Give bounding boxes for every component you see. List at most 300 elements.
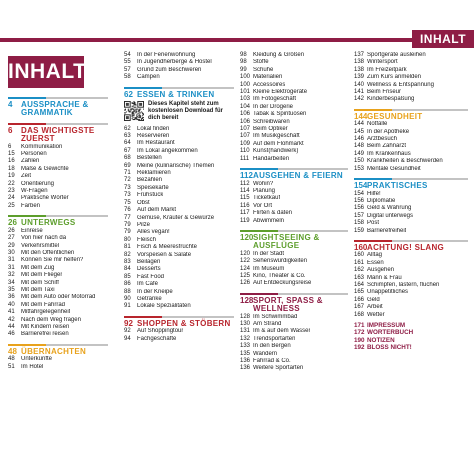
entry-title: Vorspeisen & Salate [137, 251, 192, 258]
entry-title: In den Bergen [253, 343, 291, 350]
toc-entry[interactable] [124, 207, 234, 214]
entry-page-number: 73 [124, 184, 131, 191]
entry-title: Diplomatie [367, 197, 396, 204]
toc-entry[interactable] [240, 181, 348, 188]
toc-entry[interactable] [124, 244, 234, 251]
toc-entry[interactable] [354, 74, 468, 81]
toc-entry[interactable] [240, 111, 348, 118]
toc-entry[interactable] [8, 228, 108, 235]
toc-continuation [240, 52, 348, 163]
entry-page-number: 163 [354, 274, 365, 281]
entry-page-number: 190 [354, 336, 365, 344]
entry-title: Campen [137, 74, 160, 81]
entry-page-number: 117 [240, 210, 250, 217]
toc-entry[interactable] [354, 191, 468, 198]
toc-entry[interactable] [124, 133, 234, 140]
entry-page-number: 81 [124, 244, 131, 251]
entry-title: Mit dem Schiff [21, 279, 59, 286]
entry-page-number: 142 [354, 96, 365, 103]
toc-section [354, 109, 468, 173]
entry-page-number: 69 [124, 162, 131, 169]
toc-entry[interactable] [354, 205, 468, 212]
toc-entry[interactable] [124, 274, 234, 281]
entry-title: Meine (kulinarische) Themen [137, 162, 215, 169]
toc-entry[interactable] [354, 166, 468, 173]
toc-entry[interactable] [354, 213, 468, 220]
entry-title: Auf dem Flohmarkt [253, 140, 304, 147]
toc-entry[interactable] [354, 312, 468, 319]
toc-entry[interactable] [354, 198, 468, 205]
entry-title: Ticketkauf [253, 195, 281, 202]
entry-page-number: 106 [240, 111, 251, 118]
toc-entry[interactable] [354, 344, 468, 351]
toc-entry[interactable] [8, 309, 108, 316]
toc-entry[interactable] [124, 177, 234, 184]
download-note: Dieses Kapitel steht zum kostenlosen Download für dich bereit [148, 101, 224, 122]
section-heading[interactable] [240, 234, 348, 251]
entry-title: Mit Kindern reisen [21, 323, 70, 330]
toc-entry[interactable] [354, 52, 468, 59]
toc-entry[interactable] [354, 329, 468, 336]
toc-entry[interactable] [124, 259, 234, 266]
toc-entry[interactable] [240, 89, 348, 96]
toc-entry[interactable] [240, 365, 348, 372]
entry-title: Im Restaurant [137, 140, 175, 147]
toc-entry[interactable] [240, 104, 348, 111]
entry-page-number: 150 [354, 158, 365, 165]
toc-entry[interactable] [354, 143, 468, 150]
toc-section [8, 97, 108, 118]
toc-entry[interactable] [8, 302, 108, 309]
toc-entry[interactable] [240, 96, 348, 103]
entry-page-number: 44 [8, 323, 15, 330]
toc-entry[interactable] [240, 67, 348, 74]
toc-entry[interactable] [354, 322, 468, 329]
entry-page-number: 64 [124, 140, 131, 147]
entry-title: Pilze [137, 221, 151, 228]
entry-page-number: 164 [354, 281, 365, 288]
toc-entry[interactable] [8, 272, 108, 279]
entry-page-number: 161 [354, 259, 365, 266]
entry-page-number: 83 [124, 258, 131, 265]
toc-entry[interactable] [240, 141, 348, 148]
toc-entry[interactable] [8, 324, 108, 331]
entry-title: Notfälle [367, 121, 388, 128]
section-color-bar [8, 215, 46, 217]
entry-title: Hilfe! [367, 190, 381, 197]
entry-page-number: 25 [8, 202, 15, 209]
toc-entry[interactable] [240, 82, 348, 89]
entry-title: Am Strand [253, 321, 282, 327]
entry-title: Kinderbespaßung [367, 96, 415, 103]
toc-entry[interactable] [124, 52, 234, 59]
qr-code-icon[interactable] [124, 101, 144, 121]
toc-entry[interactable] [240, 218, 348, 225]
toc-section [354, 178, 468, 235]
entry-title: WÖRTERBUCH [367, 329, 414, 337]
entry-title: Barrierefreiheit [367, 227, 407, 234]
section-heading[interactable] [354, 182, 468, 190]
entry-title: In der Kneipe [137, 288, 173, 295]
toc-entry[interactable] [240, 126, 348, 133]
toc-entry[interactable] [8, 203, 108, 210]
toc-entry[interactable] [240, 328, 348, 335]
entry-page-number: 138 [354, 66, 365, 73]
toc-entry[interactable] [124, 67, 234, 74]
toc-entry[interactable] [8, 257, 108, 264]
entry-page-number: 34 [8, 279, 15, 286]
toc-entry[interactable] [8, 144, 108, 151]
toc-entry[interactable] [354, 228, 468, 235]
entry-title: In Jugendherberge & Hostel [137, 59, 212, 66]
toc-entry[interactable] [124, 281, 234, 288]
toc-section [240, 293, 348, 373]
entry-title: Im & auf dem Wasser [253, 328, 311, 335]
section-page-number: 120 [240, 232, 254, 242]
toc-entry[interactable] [354, 67, 468, 74]
toc-entry[interactable] [240, 343, 348, 350]
entry-page-number: 111 [240, 155, 250, 162]
toc-entry[interactable] [354, 151, 468, 158]
toc-entry[interactable] [240, 336, 348, 343]
toc-entry[interactable] [354, 129, 468, 136]
entry-page-number: 158 [354, 220, 365, 227]
entry-title: Nach dem Weg fragen [21, 316, 81, 323]
entry-page-number: 82 [124, 251, 131, 258]
toc-entry[interactable] [354, 297, 468, 304]
entry-page-number: 110 [240, 148, 250, 155]
entry-page-number: 132 [240, 335, 251, 342]
section-color-bar [240, 230, 278, 232]
entry-page-number: 51 [8, 363, 15, 370]
toc-entry[interactable] [240, 119, 348, 126]
toc-entry[interactable] [240, 156, 348, 163]
toc-entry[interactable] [124, 163, 234, 170]
toc-entry[interactable] [240, 188, 348, 195]
toc-entry[interactable] [240, 280, 348, 287]
toc-entry[interactable] [124, 170, 234, 177]
entry-title: Im Krankenhaus [367, 150, 411, 157]
toc-entry[interactable] [8, 243, 108, 250]
entry-page-number: 124 [240, 265, 251, 272]
section-color-bar [8, 123, 46, 125]
toc-entry[interactable] [354, 89, 468, 96]
entry-title: Im Café [137, 281, 159, 288]
toc-entry[interactable] [354, 121, 468, 128]
entry-page-number: 172 [354, 329, 365, 337]
entry-page-number: 146 [354, 136, 365, 143]
toc-entry[interactable] [354, 158, 468, 165]
entry-title: Mitfahrgelegenheit [21, 309, 71, 316]
entry-page-number: 120 [240, 250, 251, 257]
section-color-bar [354, 240, 392, 242]
toc-entry[interactable] [240, 59, 348, 66]
toc-entry[interactable] [240, 266, 348, 273]
entry-page-number: 131 [240, 328, 251, 335]
entry-page-number: 30 [8, 249, 15, 256]
toc-entry[interactable] [8, 181, 108, 188]
toc-entry[interactable] [8, 235, 108, 242]
toc-entry[interactable] [124, 296, 234, 303]
section-heading[interactable] [8, 101, 108, 118]
entry-title: Fisch & Meeresfrüchte [137, 244, 198, 251]
section-page-number: 26 [8, 218, 17, 228]
toc-entry[interactable] [240, 258, 348, 265]
section-page-number: 112 [240, 171, 253, 181]
entry-title: Wohin? [253, 180, 274, 187]
toc-entry[interactable] [8, 173, 108, 180]
toc-entry[interactable] [124, 140, 234, 147]
entry-page-number: 139 [354, 74, 365, 81]
entry-title: Wandern [253, 350, 278, 357]
toc-entry[interactable] [124, 336, 234, 343]
toc-entry[interactable] [124, 59, 234, 66]
entry-page-number: 67 [124, 147, 131, 154]
entry-page-number: 106 [240, 118, 251, 125]
toc-entry[interactable] [8, 280, 108, 287]
toc-entry[interactable] [8, 294, 108, 301]
entry-page-number: 22 [8, 180, 15, 187]
toc-entry[interactable] [240, 321, 348, 328]
entry-title: Beilagen [137, 258, 161, 265]
entry-title: Im Musikgeschäft [253, 133, 300, 140]
section-heading[interactable] [124, 320, 234, 328]
toc-column-4 [354, 52, 468, 352]
entry-page-number: 116 [240, 202, 250, 209]
entry-page-number: 157 [354, 212, 365, 219]
entry-page-number: 156 [354, 205, 365, 212]
entry-title: Accessoires [253, 81, 286, 88]
entry-title: Von hier nach da [21, 235, 67, 242]
entry-page-number: 73 [124, 192, 131, 199]
toc-entry[interactable] [8, 250, 108, 257]
entry-page-number: 88 [124, 288, 131, 295]
entry-page-number: 79 [124, 229, 131, 236]
entry-title: Schreibwaren [253, 118, 290, 125]
entry-page-number: 76 [124, 207, 131, 214]
toc-entry[interactable] [124, 328, 234, 335]
toc-entry[interactable] [124, 289, 234, 296]
entry-title: BLOSS NICHT! [367, 344, 412, 352]
section-color-bar [124, 316, 162, 318]
entry-page-number: 165 [354, 289, 365, 296]
section-color-bar [354, 109, 392, 111]
toc-entry[interactable] [124, 74, 234, 81]
section-title: ESSEN & TRINKEN [137, 89, 215, 99]
entry-title: Flirten & daten [253, 210, 293, 217]
entry-title: Arztbesuch [367, 136, 398, 143]
toc-entry[interactable] [240, 314, 348, 321]
entry-title: Beim Zahnarzt [367, 143, 407, 150]
toc-entry[interactable] [124, 185, 234, 192]
section-heading[interactable] [354, 244, 468, 252]
entry-page-number: 141 [354, 89, 365, 96]
toc-continuation [124, 52, 234, 82]
toc-entry[interactable] [240, 351, 348, 358]
entry-page-number: 100 [240, 81, 251, 88]
entry-title: Fleisch [137, 236, 157, 243]
toc-continuation [354, 52, 468, 104]
entry-page-number: 171 [354, 322, 365, 329]
entry-title: Weitere Sportarten [253, 365, 304, 372]
entry-page-number: 31 [8, 257, 15, 264]
entry-page-number: 36 [8, 294, 15, 301]
header-tab: INHALT [412, 30, 474, 48]
section-heading[interactable] [124, 91, 234, 99]
entry-title: Gemüse, Kräuter & Gewürze [137, 214, 215, 221]
entry-page-number: 63 [124, 133, 131, 140]
section-title: DAS WICHTIGSTE ZUERST [21, 125, 95, 144]
toc-entry[interactable] [8, 317, 108, 324]
entry-title: Vor Ort [253, 202, 273, 209]
toc-entry[interactable] [124, 229, 234, 236]
entry-page-number: 16 [8, 158, 15, 165]
section-heading[interactable] [8, 219, 108, 227]
entry-title: Unterkünfte [21, 356, 53, 363]
entry-page-number: 41 [8, 309, 15, 316]
toc-entry[interactable] [124, 148, 234, 155]
toc-entry[interactable] [354, 252, 468, 259]
entry-title: Zeit [21, 173, 32, 180]
entry-page-number: 136 [240, 358, 251, 365]
entry-page-number: 79 [124, 221, 131, 228]
toc-entry[interactable] [354, 136, 468, 143]
toc-entry[interactable] [240, 133, 348, 140]
section-page-number: 4 [8, 100, 13, 109]
toc-entry[interactable] [354, 289, 468, 296]
toc-entry[interactable] [124, 192, 234, 199]
toc-entry[interactable] [354, 260, 468, 267]
entry-page-number: 167 [354, 304, 365, 311]
toc-entry[interactable] [8, 195, 108, 202]
toc-entry[interactable] [124, 200, 234, 207]
section-heading[interactable] [354, 113, 468, 121]
entry-page-number: 104 [240, 103, 251, 110]
toc-entry[interactable] [354, 282, 468, 289]
toc-entry[interactable] [124, 215, 234, 222]
toc-entry[interactable] [8, 331, 108, 338]
entry-page-number: 72 [124, 177, 131, 184]
toc-entry[interactable] [354, 275, 468, 282]
entry-page-number: 144 [354, 121, 365, 128]
toc-entry[interactable] [240, 195, 348, 202]
toc-entry[interactable] [8, 188, 108, 195]
toc-entry[interactable] [124, 237, 234, 244]
entry-page-number: 92 [124, 328, 131, 335]
section-page-number: 154 [354, 181, 368, 191]
toc-entry[interactable] [124, 155, 234, 162]
toc-entry[interactable] [240, 210, 348, 217]
entry-page-number: 109 [240, 140, 251, 147]
toc-entry[interactable] [8, 151, 108, 158]
toc-entry[interactable] [8, 364, 108, 371]
toc-entry[interactable] [240, 358, 348, 365]
entry-title: Fast Food [137, 273, 165, 280]
entry-title: Mit dem Auto oder Motorrad [21, 294, 96, 301]
entry-page-number: 62 [124, 125, 131, 132]
toc-entry[interactable] [240, 74, 348, 81]
section-title: GESUNDHEIT [367, 111, 423, 121]
toc-entry[interactable] [124, 126, 234, 133]
toc-entry[interactable] [354, 220, 468, 227]
entry-page-number: 149 [354, 150, 365, 157]
entry-title: Mit dem Fahrrad [21, 301, 66, 308]
toc-section [240, 168, 348, 225]
toc-entry[interactable] [354, 82, 468, 89]
toc-entry[interactable] [354, 337, 468, 344]
entry-title: Kunst(handwerk) [253, 148, 299, 155]
toc-entry[interactable] [124, 252, 234, 259]
entry-page-number: 6 [8, 143, 12, 150]
entry-title: Lokal finden [137, 125, 170, 132]
toc-entry[interactable] [240, 148, 348, 155]
section-page-number: 160 [354, 242, 368, 252]
entry-page-number: 75 [124, 199, 131, 206]
toc-entry[interactable] [124, 266, 234, 273]
toc-entry[interactable] [354, 96, 468, 103]
entry-page-number: 154 [354, 190, 365, 197]
section-title: UNTERWEGS [21, 218, 76, 228]
toc-entry[interactable] [354, 267, 468, 274]
toc-continuation [354, 322, 468, 352]
entry-title: Wellness & Entspannung [367, 81, 434, 88]
entry-page-number: 77 [124, 214, 131, 221]
entry-page-number: 71 [124, 170, 131, 177]
section-heading[interactable] [240, 172, 348, 180]
toc-entry[interactable] [240, 52, 348, 59]
entry-page-number: 31 [8, 264, 15, 271]
toc-entry[interactable] [8, 356, 108, 363]
toc-entry[interactable] [124, 303, 234, 310]
entry-title: In der Apotheke [367, 128, 410, 135]
toc-entry[interactable] [354, 59, 468, 66]
entry-page-number: 101 [240, 89, 251, 96]
toc-entry[interactable] [240, 251, 348, 258]
entry-title: Geld & Währung [367, 205, 412, 212]
entry-title: Geld [367, 296, 380, 303]
section-page-number: 6 [8, 125, 13, 135]
entry-title: Wetter [367, 311, 385, 318]
toc-entry[interactable] [354, 304, 468, 311]
section-title: SPORT, SPASS & WELLNESS [253, 295, 323, 314]
entry-page-number: 19 [8, 173, 15, 180]
toc-section [354, 240, 468, 319]
toc-entry[interactable] [8, 287, 108, 294]
toc-entry[interactable] [8, 166, 108, 173]
toc-entry[interactable] [8, 158, 108, 165]
toc-entry[interactable] [240, 273, 348, 280]
section-heading[interactable] [240, 297, 348, 314]
entry-title: Zahlen [21, 158, 40, 165]
entry-title: Handarbeiten [253, 155, 290, 162]
toc-section [124, 316, 234, 343]
entry-title: Bezahlen [137, 177, 163, 184]
section-heading[interactable] [8, 127, 108, 144]
entry-title: Maße & Gewichte [21, 165, 69, 172]
entry-title: Auf dem Markt [137, 207, 177, 214]
entry-title: Getränke [137, 295, 162, 302]
entry-page-number: 136 [240, 365, 251, 372]
section-heading[interactable] [8, 348, 108, 356]
entry-page-number: 32 [8, 272, 15, 279]
toc-entry[interactable] [240, 203, 348, 210]
entry-title: Kommunikation [21, 143, 63, 150]
entry-title: Reklamieren [137, 170, 171, 177]
entry-title: Stoffe [253, 59, 269, 66]
toc-entry[interactable] [124, 222, 234, 229]
section-color-bar [240, 293, 278, 295]
toc-entry[interactable] [8, 265, 108, 272]
